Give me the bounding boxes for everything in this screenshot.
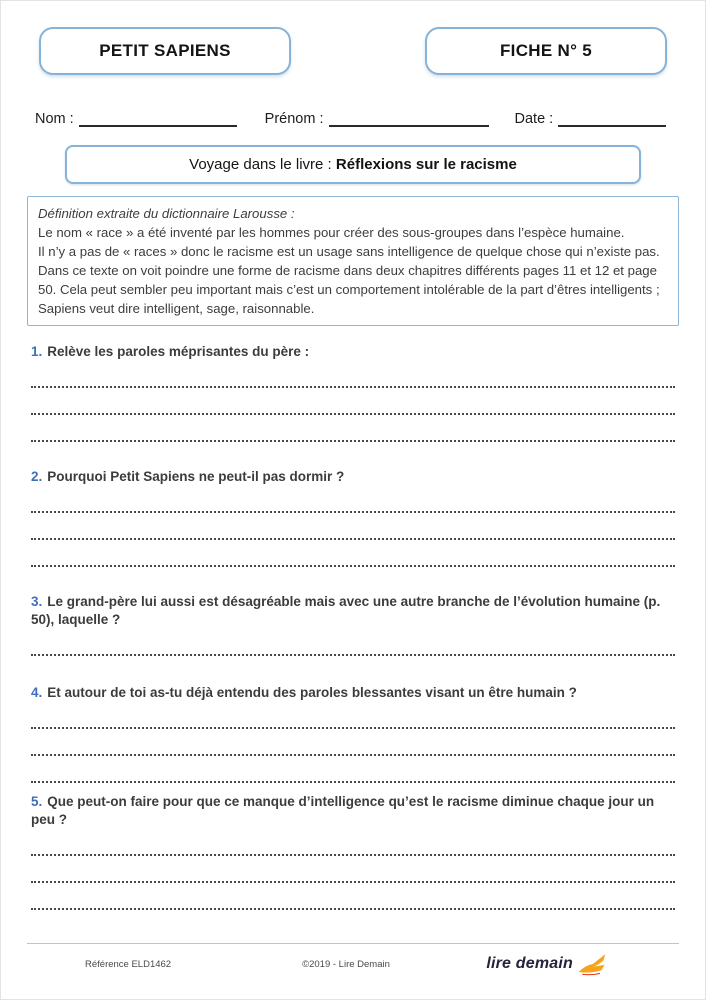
answer-line bbox=[31, 629, 675, 656]
question-2-text: Pourquoi Petit Sapiens ne peut-il pas dormir ? bbox=[47, 469, 345, 484]
question-2-number: 2. bbox=[31, 469, 43, 484]
definition-line-2: Il n’y a pas de « races » donc le racisme est un usage sans intelligence de quelque chose qui n’existe pas. bbox=[38, 244, 660, 259]
question-block-2 bbox=[27, 468, 679, 567]
nom-write-line bbox=[79, 114, 237, 127]
definition-paragraph-2: Dans ce texte on voit poindre une forme de racisme dans deux chapitres différents pages 11 et 12 et page 50. Cela peut sembler peu important mais c’est un comportement intolérable de la part d’êtres intelligents ; Sapiens veut dire intelligent, sage, raisonnable. bbox=[38, 263, 660, 316]
date-label: Date : bbox=[514, 111, 554, 127]
publisher-logo-text: lire demain bbox=[486, 955, 573, 972]
answer-line bbox=[31, 388, 675, 415]
question-block-1 bbox=[27, 343, 679, 442]
footer bbox=[27, 943, 679, 976]
definition-box bbox=[27, 196, 679, 326]
question-block-4 bbox=[27, 684, 679, 783]
identity-line bbox=[27, 111, 679, 127]
answer-line bbox=[31, 729, 675, 756]
answer-line bbox=[31, 883, 675, 910]
definition-intro: Définition extraite du dictionnaire Larousse : bbox=[38, 206, 295, 221]
question-block-5 bbox=[27, 793, 679, 910]
footer-copyright: ©2019 - Lire Demain bbox=[302, 958, 390, 970]
section-title-prefix: Voyage dans le livre : bbox=[189, 156, 336, 173]
question-1-number: 1. bbox=[31, 344, 43, 359]
answer-line bbox=[31, 540, 675, 567]
question-4-text: Et autour de toi as-tu déjà entendu des paroles blessantes visant un être humain ? bbox=[47, 685, 577, 700]
answer-line bbox=[31, 513, 675, 540]
footer-reference: Référence ELD1462 bbox=[85, 958, 172, 970]
question-5-text: Que peut-on faire pour que ce manque d’intelligence qu’est le racisme diminue chaque jour un peu ? bbox=[31, 794, 655, 827]
definition-line-1: Le nom « race » a été inventé par les hommes pour créer des sous-groupes dans l’espèce humaine. bbox=[38, 225, 625, 240]
question-1-text: Relève les paroles méprisantes du père : bbox=[47, 344, 310, 359]
section-title-box bbox=[65, 145, 641, 184]
answer-line bbox=[31, 702, 675, 729]
header bbox=[27, 27, 679, 75]
section-title-emphasis: Réflexions sur le racisme bbox=[335, 156, 517, 173]
answer-line bbox=[31, 361, 675, 388]
date-write-line bbox=[558, 114, 666, 127]
nom-label: Nom : bbox=[35, 111, 74, 127]
series-title-label: PETIT SAPIENS bbox=[99, 41, 231, 60]
question-3-number: 3. bbox=[31, 594, 43, 609]
prenom-label: Prénom : bbox=[264, 111, 324, 127]
question-block-3 bbox=[27, 593, 679, 656]
series-title-badge bbox=[39, 27, 291, 75]
question-5-number: 5. bbox=[31, 794, 43, 809]
answer-line bbox=[31, 486, 675, 513]
question-3-text: Le grand-père lui aussi est désagréable mais avec une autre branche de l’évolution humaine (p. 50), laquelle ? bbox=[31, 594, 661, 627]
answer-line bbox=[31, 756, 675, 783]
question-4-number: 4. bbox=[31, 685, 43, 700]
answer-line bbox=[31, 829, 675, 856]
answer-line bbox=[31, 415, 675, 442]
sheet-number-label: FICHE N° 5 bbox=[500, 41, 592, 60]
publisher-logo bbox=[433, 952, 679, 976]
sheet-number-badge bbox=[425, 27, 667, 75]
publisher-logo-icon bbox=[577, 952, 607, 976]
prenom-write-line bbox=[329, 114, 489, 127]
answer-line bbox=[31, 856, 675, 883]
